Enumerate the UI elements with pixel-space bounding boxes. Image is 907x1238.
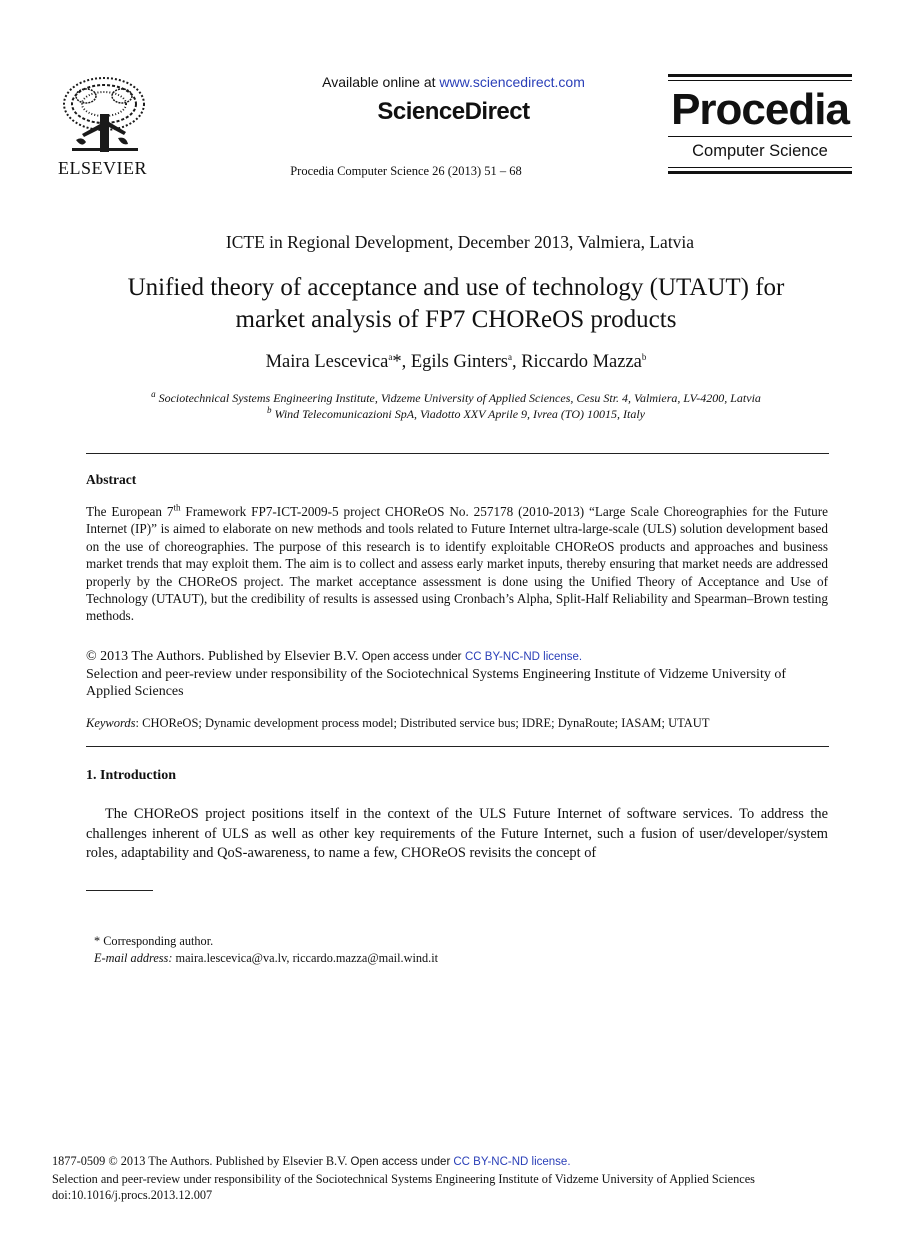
affiliation-b [0,407,907,422]
procedia-logo [668,74,852,176]
keywords-line [86,716,709,731]
copyright-line [86,648,828,666]
email-line [94,950,438,967]
abstract-heading: Abstract [86,472,137,487]
journal-reference: Procedia Computer Science 26 (2013) 51 – 68 [290,164,522,178]
procedia-rule-bottom-thin [668,167,852,168]
author-sep: , [511,352,522,372]
sciencedirect-wordmark: ScienceDirect [377,98,530,125]
procedia-rule-mid [668,136,852,137]
copyright-text: © 2013 The Authors. Published by Elsevier B.V. [86,649,359,664]
author-name: Riccardo Mazza [521,352,642,372]
copyright-block [86,648,828,700]
footer-open-access: Open access under [350,1156,451,1168]
corresponding-author: * Corresponding author. [94,934,214,948]
author-affil-sup: a [388,351,393,362]
abstract-text-post: Framework FP7-ICT-2009-5 project CHOReOS No. 257178 (2010-2013) “Large Scale Choreographies for the Future Internet (IP)” is aimed to elaborate on new methods and tools related to Future Internet ultra-large-scale (ULS) solution development based on the use of choreographies. The purpose of this research is to identify exploitable CHOReOS products and approaches and business market trends that may exploit them. The aim is to collect and assess early market inputs, thereby ensuring that market needs are addressed properly by the CHOReOS project. The market acceptance assessment is done using the Unified Theory of Acceptance and Use of Technology (UTAUT), but the credibility of results is assessed using Cronbach’s Alpha, Split-Half Reliability and Spearman–Brown testing methods. [86,504,828,624]
author-affil-sup: b [641,351,647,362]
peer-review-text: Selection and peer-review under responsibility of the Sociotechnical Systems Engineering Institute of Vidzeme University of Applied Sciences [86,667,786,699]
divider-bottom [86,746,829,747]
affiliation-a [0,391,907,406]
author-name: Egils Ginters [410,352,508,372]
abstract-text-pre: The European 7 [86,504,174,519]
email-addresses: maira.lescevica@va.lv, riccardo.mazza@mail.wind.it [172,950,439,965]
footer-license-link[interactable]: CC BY-NC-ND license. [453,1156,571,1168]
abstract-text-sup: th [173,502,181,513]
paper-title [60,272,852,336]
affiliation-sup: b [266,405,272,415]
intro-paragraph: The CHOReOS project positions itself in the context of the ULS Future Internet of software services. To address the challenges inherent of ULS as well as other key requirements of the Future Internet, such a fusion of user/developer/system roles, adaptability and QoS-awareness, to name a few, CHOReOS revisits the concept of [86,806,828,862]
divider-top [86,453,829,454]
affiliation-text: Wind Telecomunicazioni SpA, Viadotto XXV Aprile 9, Ivrea (TO) 10015, Italy [271,407,646,421]
title-line-1: Unified theory of acceptance and use of technology (UTAUT) for [127,274,785,301]
footer-copyright-text: 1877-0509 © 2013 The Authors. Published by Elsevier B.V. [52,1154,348,1168]
conference-line: ICTE in Regional Development, December 2013, Valmiera, Latvia [225,232,695,252]
keywords-label: Keywords [86,716,136,730]
footer-peer-review: Selection and peer-review under responsibility of the Sociotechnical Systems Engineering Institute of Vidzeme University of Applied Sciences [52,1171,755,1186]
procedia-rule-top [668,74,852,77]
author-list [0,352,907,373]
procedia-rule-top-thin [668,80,852,81]
author-mark: * [392,352,402,372]
procedia-wordmark: Procedia [671,85,849,134]
footnote-rule [86,890,153,891]
author-name: Maira Lescevica [265,352,389,372]
footer-doi[interactable]: doi:10.1016/j.procs.2013.12.007 [52,1188,213,1202]
footnote [94,933,438,966]
license-link[interactable]: CC BY-NC-ND license. [464,651,583,663]
footer-copyright [52,1153,755,1171]
abstract-body [86,503,828,625]
page-footer [52,1153,755,1204]
email-label: E-mail address: [94,950,173,965]
affiliation-sup: a [151,389,156,399]
title-line-2: market analysis of FP7 CHOReOS products [235,306,677,333]
publisher-wordmark: ELSEVIER [58,158,147,178]
affiliation-text: Sociotechnical Systems Engineering Institute, Vidzeme University of Applied Sciences, Cesu Str. 4, Valmiera, LV-4200, Latvia [155,391,761,405]
open-access-label: Open access under [361,651,462,663]
available-online-prefix: Available online at [322,74,440,90]
sciencedirect-link[interactable]: www.sciencedirect.com [439,74,585,90]
keywords-text: : CHOReOS; Dynamic development process model; Distributed service bus; IDRE; DynaRoute; IASAM; UTAUT [135,716,710,730]
section-heading: 1. Introduction [86,768,176,783]
author-sep: , [401,352,411,372]
author-affil-sup: a [507,351,512,362]
procedia-rule-bottom [668,171,852,174]
procedia-subtitle: Computer Science [692,142,828,160]
